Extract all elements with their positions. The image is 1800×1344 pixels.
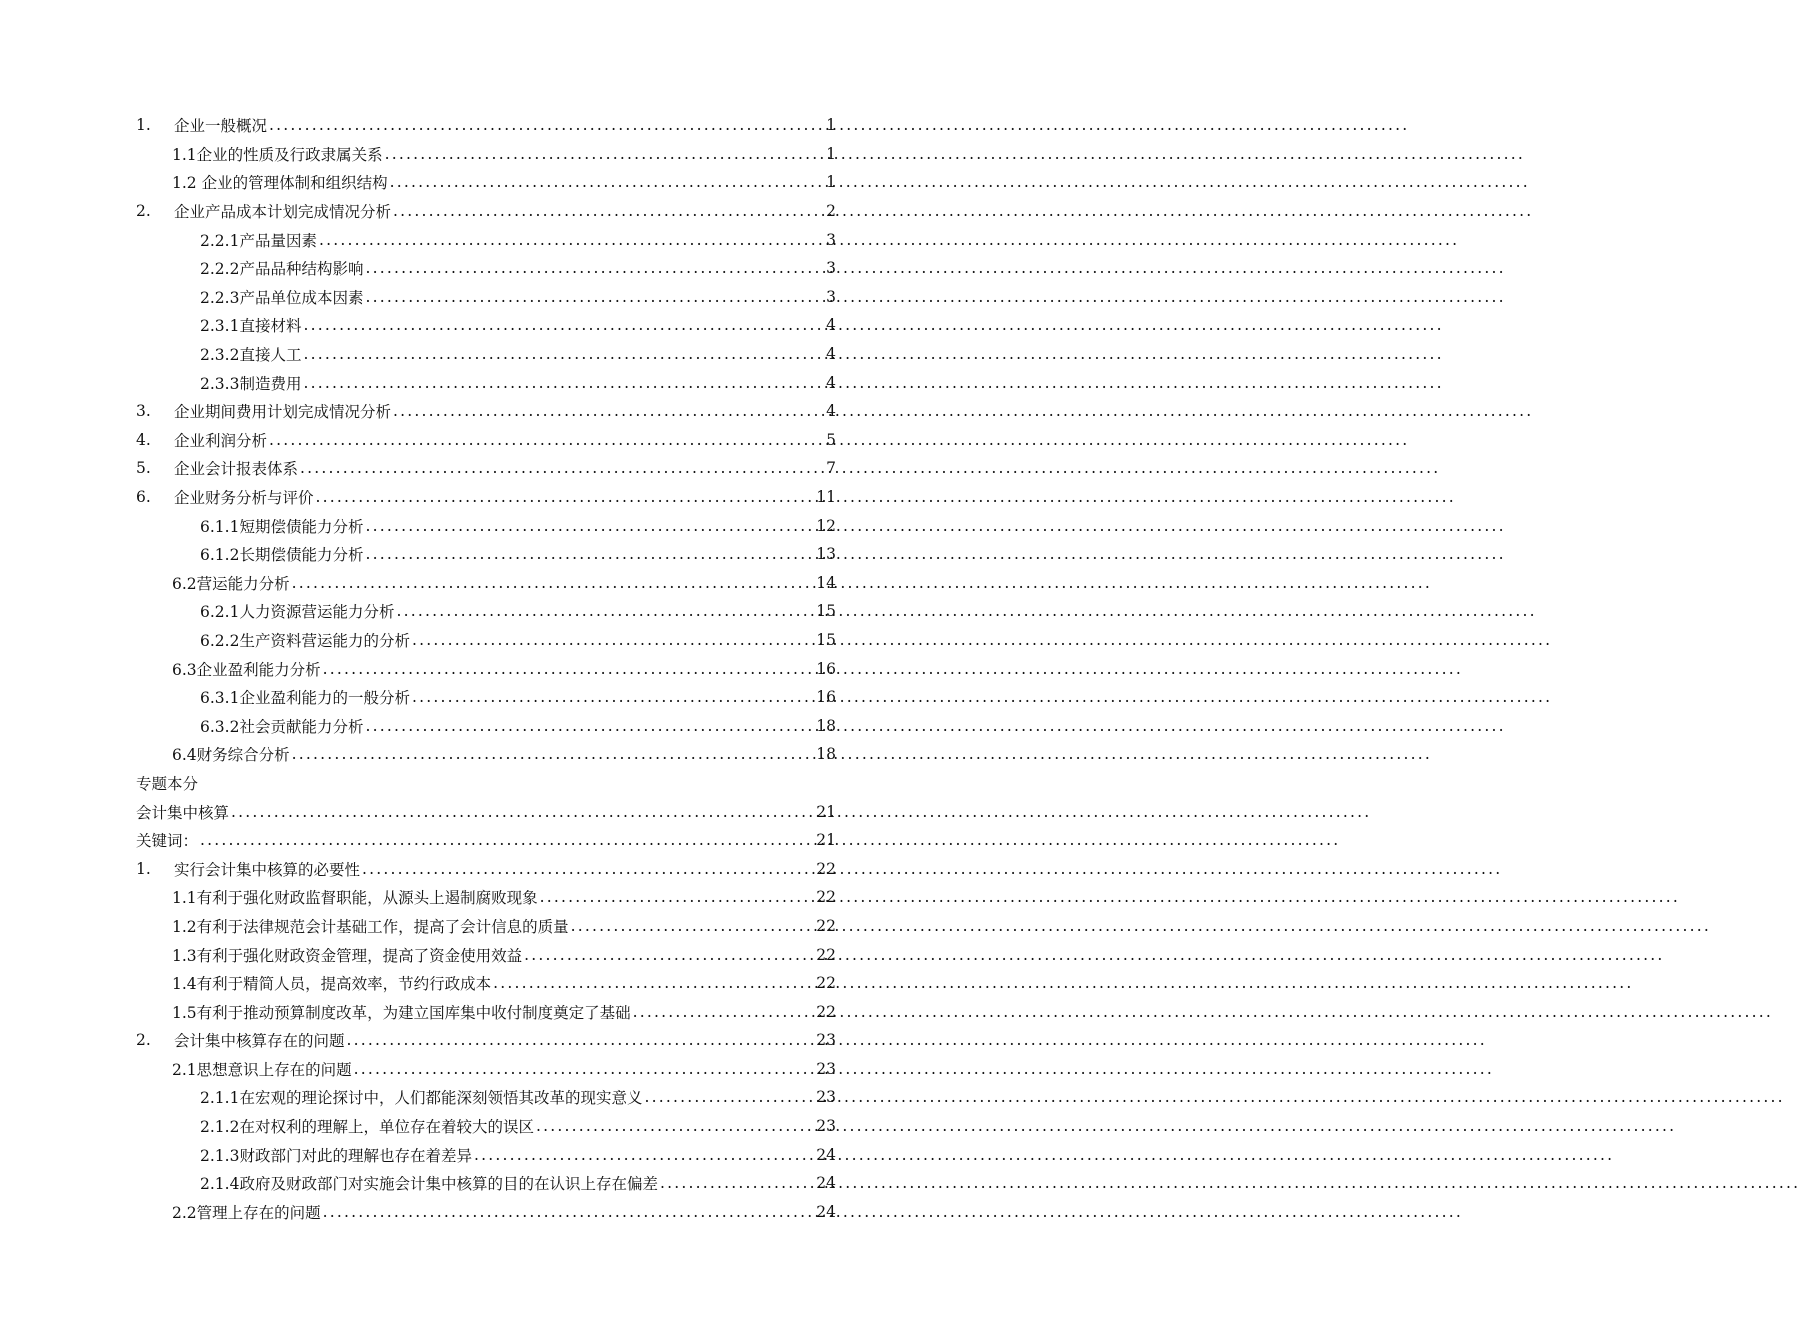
dot-leader xyxy=(354,1060,815,1078)
toc-entry[interactable] xyxy=(136,340,836,369)
toc-entry-page: 5 xyxy=(826,430,836,449)
toc-entry-number: 4. xyxy=(136,430,151,449)
toc-entry-title: 企业财务分析与评价 xyxy=(174,489,314,508)
toc-entry-page: 1 xyxy=(826,144,836,163)
dot-leader xyxy=(412,688,814,706)
dot-leader xyxy=(633,1003,815,1021)
toc-entry-page: 11 xyxy=(816,488,836,507)
toc-entry[interactable] xyxy=(136,1026,836,1055)
toc-entry-title: 1.2 企业的管理体制和组织结构 xyxy=(172,174,388,193)
dot-leader xyxy=(316,488,815,506)
toc-entry-number: 3. xyxy=(136,402,151,421)
toc-entry-number: 1. xyxy=(136,116,151,135)
toc-entry-title: 2.2.2产品品种结构影响 xyxy=(200,260,364,279)
toc-entry-number: 2. xyxy=(136,1031,151,1050)
dot-leader xyxy=(269,116,824,134)
dot-leader xyxy=(396,602,814,620)
toc-entry-number: 2. xyxy=(136,202,151,221)
dot-leader xyxy=(536,1117,814,1135)
dot-leader xyxy=(385,145,824,163)
toc-entry[interactable] xyxy=(136,225,836,254)
toc-entry-page: 3 xyxy=(826,259,836,278)
dot-leader xyxy=(303,345,824,363)
toc-entry-page: 21 xyxy=(816,802,836,821)
toc-entry[interactable] xyxy=(136,311,836,340)
toc-entry-title: 2.1.3财政部门对此的理解也存在着差异 xyxy=(200,1146,472,1165)
dot-leader xyxy=(292,745,815,763)
toc-entry[interactable] xyxy=(136,683,836,712)
toc-entry-title: 6.2.1人力资源营运能力分析 xyxy=(200,603,395,622)
toc-entry-page: 22 xyxy=(816,888,836,907)
toc-entry-page: 15 xyxy=(816,602,836,621)
toc-entry-title: 6.3.1企业盈利能力的一般分析 xyxy=(200,689,410,708)
toc-entry-page: 16 xyxy=(816,688,836,707)
dot-leader xyxy=(524,946,814,964)
toc-entry-title: 6.2营运能力分析 xyxy=(172,574,290,593)
toc-entry-page: 2 xyxy=(826,202,836,221)
toc-entry-title: 1.1有利于强化财政监督职能，从源头上遏制腐败现象 xyxy=(172,889,538,908)
toc-entry-title: 6.1.1短期偿债能力分析 xyxy=(200,517,364,536)
toc-entry-page: 24 xyxy=(816,1145,836,1164)
toc-entry-title: 6.3企业盈利能力分析 xyxy=(172,660,321,679)
dot-leader xyxy=(319,231,824,249)
toc-entry-page: 22 xyxy=(816,974,836,993)
toc-entry[interactable] xyxy=(136,1055,836,1084)
toc-entry[interactable] xyxy=(136,769,836,798)
toc-entry-page: 7 xyxy=(826,459,836,478)
dot-leader xyxy=(269,431,824,449)
toc-entry-page: 4 xyxy=(826,316,836,335)
dot-leader xyxy=(292,574,815,592)
toc-entry-page: 23 xyxy=(816,1088,836,1107)
toc-entry[interactable] xyxy=(136,197,836,226)
toc-entry[interactable] xyxy=(136,797,836,826)
toc-entry-page: 4 xyxy=(826,402,836,421)
toc-entry[interactable] xyxy=(136,397,836,426)
toc-entry-title: 1.5有利于推动预算制度改革，为建立国库集中收付制度奠定了基础 xyxy=(172,1003,631,1022)
toc-entry-title: 6.1.2长期偿债能力分析 xyxy=(200,546,364,565)
toc-entry[interactable] xyxy=(136,854,836,883)
dot-leader xyxy=(393,202,824,220)
toc-entry-title: 2.3.3制造费用 xyxy=(200,374,302,393)
toc-entry-page: 12 xyxy=(816,516,836,535)
toc-entry-title: 2.2.1产品量因素 xyxy=(200,231,317,250)
toc-entry-page: 3 xyxy=(826,287,836,306)
toc-entry-page: 22 xyxy=(816,1002,836,1021)
toc-entry-page: 4 xyxy=(826,345,836,364)
dot-leader xyxy=(347,1031,815,1049)
toc-entry-title: 6.2.2生产资料营运能力的分析 xyxy=(200,631,410,650)
toc-entry-title: 实行会计集中核算的必要性 xyxy=(174,860,361,879)
toc-entry[interactable] xyxy=(136,1083,836,1112)
toc-entry[interactable] xyxy=(136,368,836,397)
dot-leader xyxy=(365,517,814,535)
toc-entry[interactable] xyxy=(136,940,836,969)
toc-entry[interactable] xyxy=(136,569,836,598)
toc-entry-page: 22 xyxy=(816,859,836,878)
toc-entry[interactable] xyxy=(136,997,836,1026)
toc-entry[interactable] xyxy=(136,597,836,626)
toc-entry-title: 1.2有利于法律规范会计基础工作，提高了会计信息的质量 xyxy=(172,917,569,936)
toc-entry-title: 1.4有利于精简人员，提高效率，节约行政成本 xyxy=(172,975,492,994)
toc-entry-number: 5. xyxy=(136,459,151,478)
toc-entry-title: 2.1.1在宏观的理论探讨中，人们都能深刻领悟其改革的现实意义 xyxy=(200,1089,643,1108)
dot-leader xyxy=(660,1174,814,1192)
dot-leader xyxy=(365,545,814,563)
toc-entry-page: 24 xyxy=(816,1174,836,1193)
dot-leader xyxy=(300,459,824,477)
dot-leader xyxy=(365,717,814,735)
toc-entry-page: 23 xyxy=(816,1117,836,1136)
toc-entry[interactable] xyxy=(136,740,836,769)
toc-entry-page: 4 xyxy=(826,373,836,392)
toc-entry-page: 1 xyxy=(826,116,836,135)
toc-entry-title: 2.3.2直接人工 xyxy=(200,346,302,365)
toc-entry[interactable] xyxy=(136,1198,836,1227)
toc-entry[interactable] xyxy=(136,168,836,197)
toc-entry-page: 15 xyxy=(816,630,836,649)
toc-entry[interactable] xyxy=(136,883,836,912)
toc-entry-title: 企业产品成本计划完成情况分析 xyxy=(174,203,392,222)
toc-entry[interactable] xyxy=(136,540,836,569)
toc-entry[interactable] xyxy=(136,1140,836,1169)
toc-entry-title: 2.3.1直接材料 xyxy=(200,317,302,336)
toc-entry[interactable] xyxy=(136,454,836,483)
toc-entry[interactable] xyxy=(136,1169,836,1198)
toc-entry[interactable] xyxy=(136,254,836,283)
toc-entry-page: 16 xyxy=(816,659,836,678)
toc-entry[interactable] xyxy=(136,111,836,140)
toc-entry-title: 关键词： xyxy=(136,832,199,851)
toc-entry-page: 24 xyxy=(816,1202,836,1221)
toc-entry[interactable] xyxy=(136,511,836,540)
toc-entry[interactable] xyxy=(136,1112,836,1141)
dot-leader xyxy=(323,1203,815,1221)
toc-entry-page: 22 xyxy=(816,945,836,964)
toc-entry[interactable] xyxy=(136,626,836,655)
dot-leader xyxy=(474,1146,814,1164)
dot-leader xyxy=(200,831,814,849)
toc-entry-page: 3 xyxy=(826,230,836,249)
toc-entry-title: 2.1思想意识上存在的问题 xyxy=(172,1060,352,1079)
toc-entry-title: 会计集中核算存在的问题 xyxy=(174,1032,345,1051)
dot-leader xyxy=(303,374,824,392)
toc-entry-number: 6. xyxy=(136,488,151,507)
toc-entry-title: 企业一般概况 xyxy=(174,117,268,136)
dot-leader xyxy=(303,316,824,334)
toc-entry-number: 1. xyxy=(136,859,151,878)
toc-entry-title: 企业会计报表体系 xyxy=(174,460,299,479)
toc-entry[interactable] xyxy=(136,426,836,455)
toc-entry[interactable] xyxy=(136,654,836,683)
toc-entry[interactable] xyxy=(136,711,836,740)
toc-entry-title: 专题本分 xyxy=(136,774,199,793)
toc-entry-title: 会计集中核算 xyxy=(136,803,230,822)
toc-entry-title: 2.2.3产品单位成本因素 xyxy=(200,288,364,307)
toc-entry-title: 1.1企业的性质及行政隶属关系 xyxy=(172,145,383,164)
toc-entry[interactable] xyxy=(136,140,836,169)
toc-entry-page: 18 xyxy=(816,716,836,735)
toc-entry-title: 6.4财务综合分析 xyxy=(172,746,290,765)
toc-entry-page: 14 xyxy=(816,573,836,592)
toc-entry[interactable] xyxy=(136,826,836,855)
dot-leader xyxy=(571,917,815,935)
toc-entry-page: 13 xyxy=(816,545,836,564)
toc-entry-title: 1.3有利于强化财政资金管理，提高了资金使用效益 xyxy=(172,946,523,965)
toc-entry-title: 企业期间费用计划完成情况分析 xyxy=(174,403,392,422)
dot-leader xyxy=(365,288,824,306)
dot-leader xyxy=(412,631,814,649)
dot-leader xyxy=(362,860,814,878)
dot-leader xyxy=(393,402,824,420)
toc-entry-page: 22 xyxy=(816,916,836,935)
toc-entry[interactable] xyxy=(136,912,836,941)
dot-leader xyxy=(390,173,825,191)
dot-leader xyxy=(323,660,815,678)
table-of-contents xyxy=(136,111,836,1226)
toc-entry-title: 企业利润分析 xyxy=(174,431,268,450)
toc-entry[interactable] xyxy=(136,483,836,512)
toc-entry-title: 2.2管理上存在的问题 xyxy=(172,1203,321,1222)
dot-leader xyxy=(540,888,815,906)
toc-entry-title: 6.3.2社会贡献能力分析 xyxy=(200,717,364,736)
dot-leader xyxy=(493,974,814,992)
dot-leader xyxy=(644,1088,814,1106)
toc-entry-title: 2.1.2在对权利的理解上，单位存在着较大的误区 xyxy=(200,1118,534,1137)
toc-entry-page: 23 xyxy=(816,1031,836,1050)
toc-entry-page: 21 xyxy=(816,831,836,850)
dot-leader xyxy=(231,803,814,821)
toc-entry[interactable] xyxy=(136,969,836,998)
toc-entry[interactable] xyxy=(136,283,836,312)
toc-entry-title: 2.1.4政府及财政部门对实施会计集中核算的目的在认识上存在偏差 xyxy=(200,1175,658,1194)
toc-entry-page: 23 xyxy=(816,1059,836,1078)
toc-entry-page: 1 xyxy=(826,173,836,192)
dot-leader xyxy=(365,259,824,277)
toc-entry-page: 18 xyxy=(816,745,836,764)
